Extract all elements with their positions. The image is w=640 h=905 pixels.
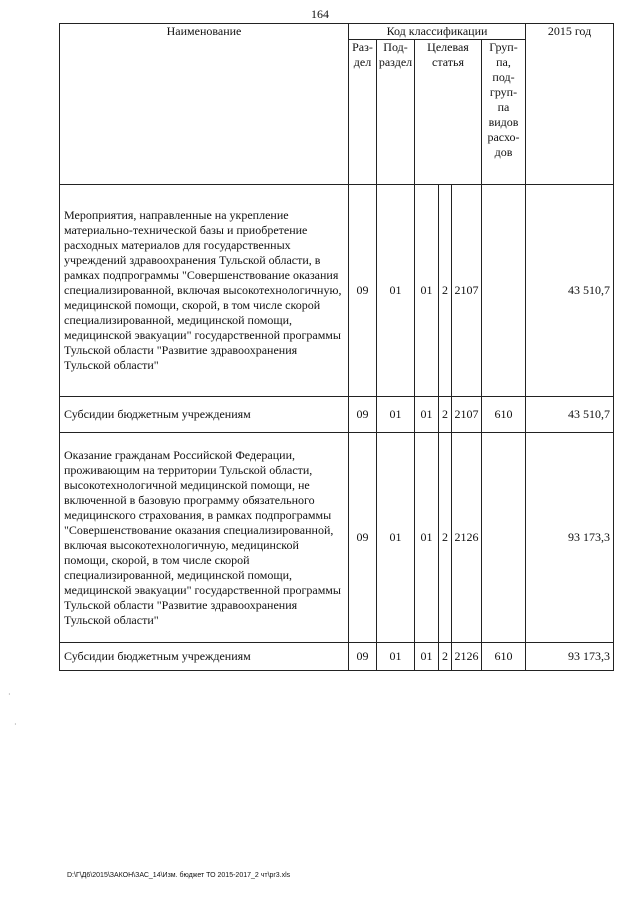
file-path-footer: D:\Г\Д6\2015\ЗАКОН\ЗАС_14\Изм. бюджет ТО 2015-2017_2 чт\pr3.xls (67, 872, 291, 879)
table-row (60, 397, 614, 433)
row-target-1: 01 (415, 433, 439, 643)
header-classification: Код классификации (349, 24, 526, 40)
row-subsection: 01 (377, 397, 415, 433)
row-section: 09 (349, 185, 377, 397)
scan-mark: · (8, 690, 11, 699)
row-target-3: 2126 (452, 643, 482, 671)
scan-mark: · (14, 720, 17, 729)
row-amount: 93 173,3 (526, 643, 614, 671)
row-target-1: 01 (415, 397, 439, 433)
header-year: 2015 год (526, 24, 614, 185)
table-row (60, 185, 614, 397)
header-subsection: Под- раздел (377, 40, 415, 185)
row-group (482, 433, 526, 643)
row-section: 09 (349, 643, 377, 671)
row-target-3: 2107 (452, 397, 482, 433)
header-section: Раз- дел (349, 40, 377, 185)
header-name: Наименование (60, 24, 349, 185)
row-target-3: 2126 (452, 433, 482, 643)
row-target-2: 2 (439, 185, 452, 397)
row-amount: 43 510,7 (526, 397, 614, 433)
budget-table (59, 23, 614, 671)
row-name: Мероприятия, направленные на укрепление материально-технической базы и приобретение расходных материалов для государственных учреждений здравоохранения Тульской области, в рамках подпрограммы "Совершенствование оказания специализированной, включая высокотехнологичную, медицинской помощи, скорой, в том числе скорой специализированной, медицинской помощи, медицинской эвакуации" государственной программы Тульской области "Развитие здравоохранения Тульской области" (60, 185, 349, 397)
row-subsection: 01 (377, 185, 415, 397)
row-target-2: 2 (439, 397, 452, 433)
row-subsection: 01 (377, 643, 415, 671)
page-number: 164 (311, 7, 329, 21)
row-amount: 43 510,7 (526, 185, 614, 397)
row-target-1: 01 (415, 185, 439, 397)
row-target-1: 01 (415, 643, 439, 671)
row-amount: 93 173,3 (526, 433, 614, 643)
row-group: 610 (482, 397, 526, 433)
row-name: Субсидии бюджетным учреждениям (60, 397, 349, 433)
row-name: Субсидии бюджетным учреждениям (60, 643, 349, 671)
row-target-2: 2 (439, 643, 452, 671)
row-section: 09 (349, 433, 377, 643)
row-target-3: 2107 (452, 185, 482, 397)
row-name: Оказание гражданам Российской Федерации, проживающим на территории Тульской области, высокотехнологичной медицинской помощи, не включенной в базовую программу обязательного медицинского страхования, в рамках подпрограммы "Совершенствование оказания специализированной, включая высокотехнологичную, медицинской помощи, скорой, в том числе скорой специализированной, медицинской помощи, медицинской эвакуации" государственной программы Тульской области "Развитие здравоохранения Тульской области" (60, 433, 349, 643)
row-section: 09 (349, 397, 377, 433)
row-target-2: 2 (439, 433, 452, 643)
header-target: Целевая статья (415, 40, 482, 185)
table-row (60, 433, 614, 643)
table-row (60, 643, 614, 671)
row-group: 610 (482, 643, 526, 671)
row-subsection: 01 (377, 433, 415, 643)
row-group (482, 185, 526, 397)
header-group: Груп- па, под- груп- па видов расхо- дов (482, 40, 526, 185)
